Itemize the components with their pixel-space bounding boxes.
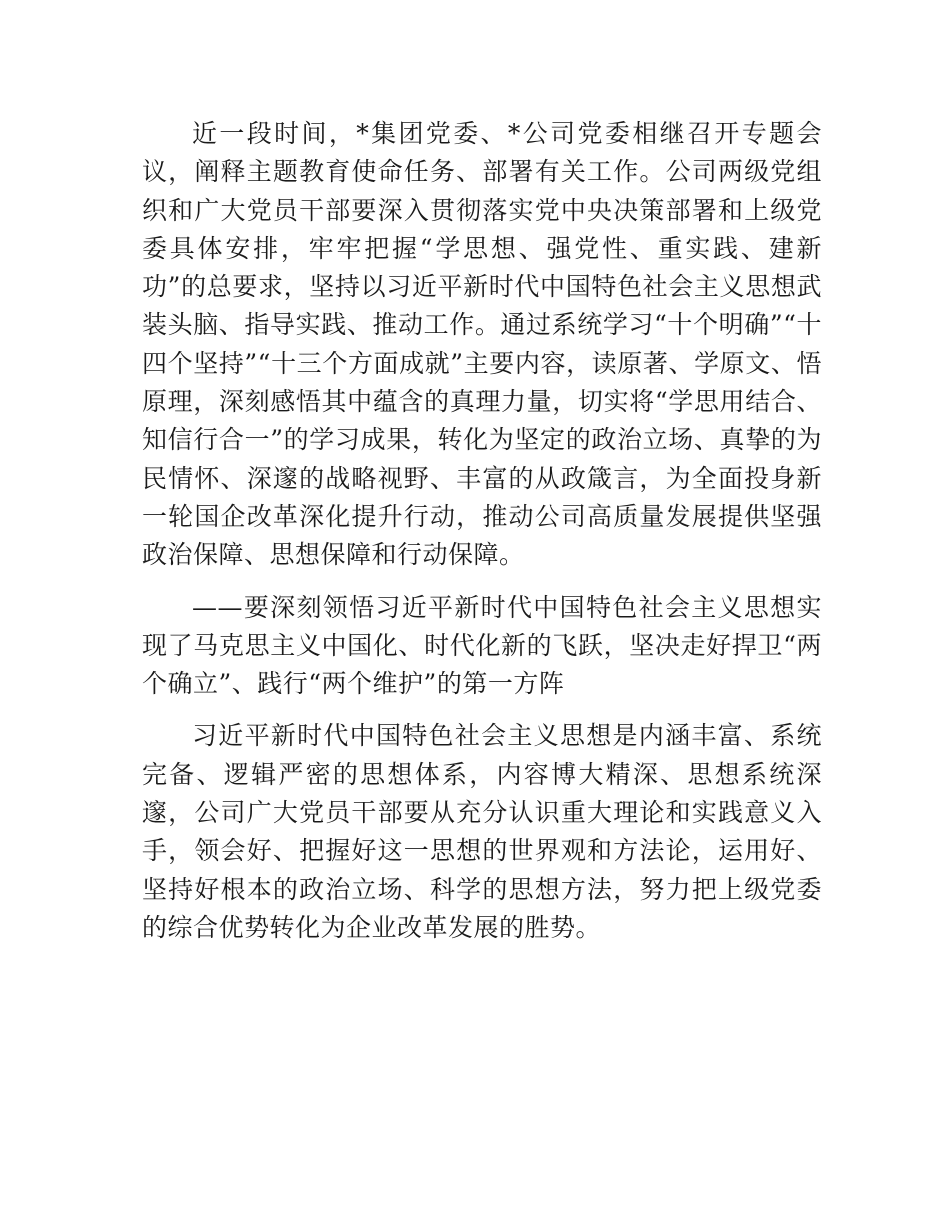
paragraph-section-heading: ——要深刻领悟习近平新时代中国特色社会主义思想实现了马克思主义中国化、时代化新的飞跃，坚决走好捍卫“两个确立”、践行“两个维护”的第一方阵 <box>142 592 822 699</box>
document-body <box>142 115 822 947</box>
paragraph-thought-system: 习近平新时代中国特色社会主义思想是内涵丰富、系统完备、逻辑严密的思想体系，内容博大精深、思想系统深邃，公司广大党员干部要从充分认识重大理论和实践意义入手，领会好、把握好这一思想的世界观和方法论，运用好、坚持好根本的政治立场、科学的思想方法，努力把上级党委的综合优势转化为企业改革发展的胜势。 <box>142 721 822 942</box>
paragraph-intro: 近一段时间，*集团党委、*公司党委相继召开专题会议，阐释主题教育使命任务、部署有关工作。公司两级党组织和广大党员干部要深入贯彻落实党中央决策部署和上级党委具体安排，牢牢把握“学思想、强党性、重实践、建新功”的总要求，坚持以习近平新时代中国特色社会主义思想武装头脑、指导实践、推动工作。通过系统学习“十个明确”“十四个坚持”“十三个方面成就”主要内容，读原著、学原文、悟原理，深刻感悟其中蕴含的真理力量，切实将“学思用结合、知信行合一”的学习成果，转化为坚定的政治立场、真挚的为民情怀、深邃的战略视野、丰富的从政箴言，为全面投身新一轮国企改革深化提升行动，推动公司高质量发展提供坚强政治保障、思想保障和行动保障。 <box>142 119 822 570</box>
